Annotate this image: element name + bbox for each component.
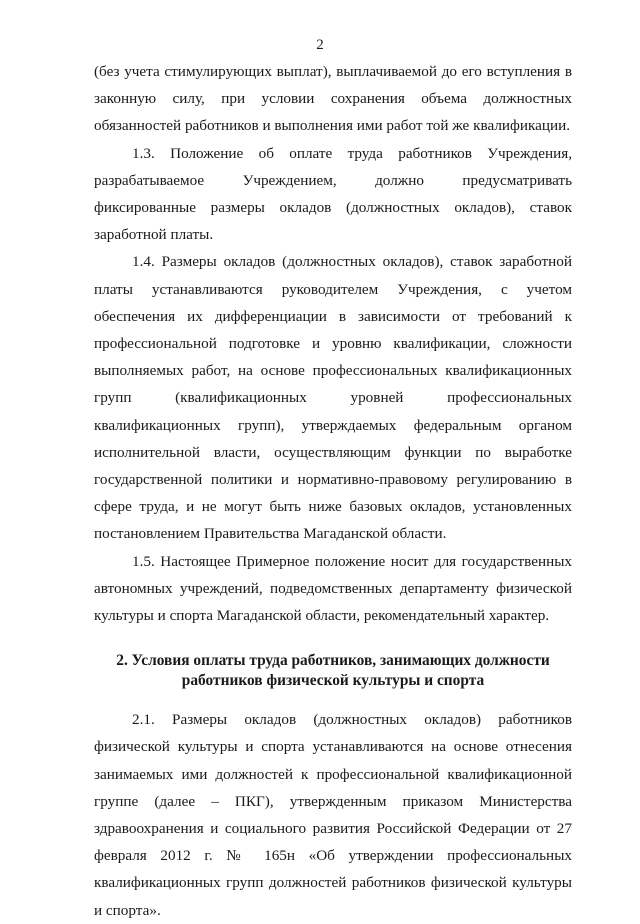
- page-number: 2: [316, 37, 324, 53]
- paragraph-1-4: 1.4. Размеры окладов (должностных окладов), ставок заработной платы устанавливаются руководителем Учреждения, с учетом обеспечения их дифференциации в зависимости от требований к профессиональной подготовке и уровню квалификации, сложности выполняемых работ, на основе профессиональных квалификационных групп (квалификационных уровней профессиональных квалификационных групп), утверждаемых федеральным органом исполнительной власти, осуществляющим функции по выработке государственной политики и нормативно-правовому регулированию в сфере труда, и не могут быть ниже базовых окладов, установленных постановлением Правительства Магаданской области.: [94, 253, 572, 543]
- paragraph-continuation: (без учета стимулирующих выплат), выплачиваемой до его вступления в законную силу, при условии сохранения объема должностных обязанностей работников и выполнения ими работ той же квалификации.: [94, 63, 572, 135]
- document-body: [94, 58, 572, 924]
- paragraph-2-1: 2.1. Размеры окладов (должностных окладов) работников физической культуры и спорта устанавливаются на основе отнесения занимаемых ими должностей к профессиональной квалификационной группе (далее – ПКГ), утвержденным приказом Министерства здравоохранения и социального развития Российской Федерации от 27 февраля 2012 г. № 165н «Об утверждении профессиональных квалификационных групп должностей работников физической культуры и спорта».: [94, 711, 572, 919]
- paragraph-1-5: 1.5. Настоящее Примерное положение носит для государственных автономных учреждений, подведомственных департаменту физической культуры и спорта Магаданской области, рекомендательный характер.: [94, 552, 572, 625]
- section-2-heading: [94, 651, 572, 691]
- section-2-heading-line-1: 2. Условия оплаты труда работников, занимающих должности: [116, 652, 550, 670]
- section-2-heading-line-2: работников физической культуры и спорта: [181, 672, 485, 690]
- paragraph-1-3: 1.3. Положение об оплате труда работников Учреждения, разрабатываемое Учреждением, должно предусматривать фиксированные размеры окладов (должностных окладов), ставок заработной платы.: [94, 144, 572, 244]
